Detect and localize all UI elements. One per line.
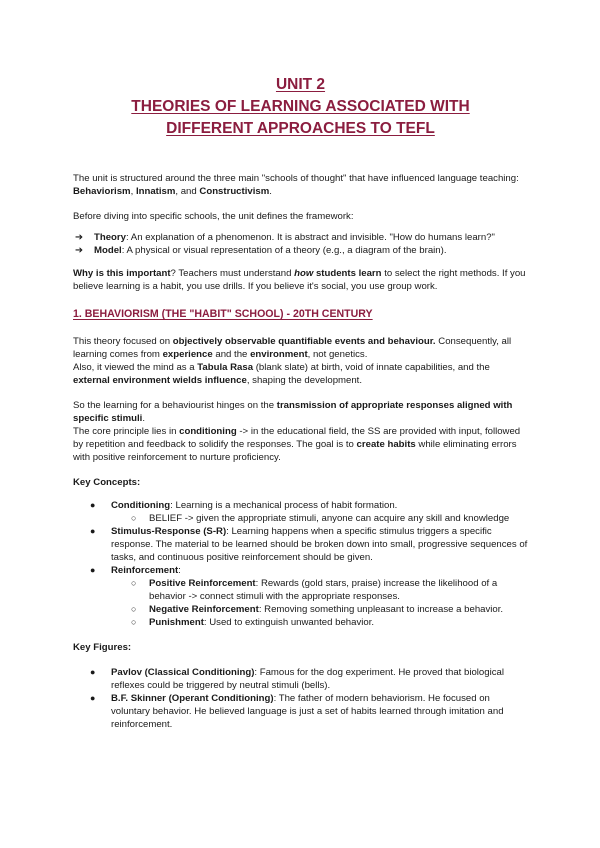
bullet-icon: ● xyxy=(90,667,96,677)
unit-number: UNIT 2 xyxy=(275,76,326,93)
concept-stimulus-response: ● Stimulus-Response (S-R): Learning happens when a specific stimulus triggers a specific response. The material to be learned should be broken down into small, progressive sequences of tasks, and continuous positive reinforcement should be given. xyxy=(90,526,528,563)
concept-reinforcement: ● Reinforcement: ○ Positive Reinforcement: Rewards (gold stars, praise) increase the likelihood of a behavior -> connect stimuli with the appropriate responses. ○ Negative Reinforcement: Removing something unpleasant to increase a behavior. ○ Punishment: Used to extinguish unwanted behavior. xyxy=(73,564,528,629)
key-figures-label: Key Figures: xyxy=(73,642,132,653)
arrow-icon: ➔ xyxy=(75,232,84,243)
circle-bullet-icon: ○ xyxy=(131,578,137,588)
belief-item: ○ BELIEF -> given the appropriate stimuli, anyone can acquire any skill and knowledge xyxy=(131,513,510,524)
bullet-icon: ● xyxy=(90,500,96,510)
figure-skinner: ● B.F. Skinner (Operant Conditioning): The father of modern behaviorism. He focused on voluntary behavior. He believed language is just a set of habits learned through imitation and reinforcement. xyxy=(90,693,504,730)
definition-theory: ➔ Theory: An explanation of a phenomenon. It is abstract and invisible. "How do humans learn?" xyxy=(75,232,495,243)
intro-paragraph: The unit is structured around the three main "schools of thought" that have influenced language teaching: Behaviorism, Innatism, and Constructivism. xyxy=(73,173,519,197)
behaviorism-paragraph-4: The core principle lies in conditioning -> in the educational field, the SS are provided with input, followed by repetition and feedback to solidify the responses. The goal is to create habits while eliminating errors with positive reinforcement to nurture proficiency. xyxy=(73,426,521,463)
key-concepts-label: Key Concepts: xyxy=(73,477,141,488)
conditioning-sublist xyxy=(111,512,528,525)
unit-title-line-1: THEORIES OF LEARNING ASSOCIATED WITH xyxy=(131,98,470,115)
unit-title xyxy=(73,74,528,140)
circle-bullet-icon: ○ xyxy=(131,617,137,627)
behaviorism-paragraph-1: This theory focused on objectively observable quantifiable events and behaviour. Consequently, all learning comes from experience and the environment, not genetics. xyxy=(73,336,512,360)
circle-bullet-icon: ○ xyxy=(131,604,137,614)
document-page xyxy=(73,74,528,731)
unit-title-line-2: DIFFERENT APPROACHES TO TEFL xyxy=(166,120,435,137)
figure-pavlov: ● Pavlov (Classical Conditioning): Famous for the dog experiment. He proved that biological reflexes could be triggered by neutral stimuli (bells). xyxy=(90,667,504,691)
negative-reinforcement-item: ○ Negative Reinforcement: Removing something unpleasant to increase a behavior. xyxy=(131,604,504,615)
framework-intro: Before diving into specific schools, the unit defines the framework: xyxy=(73,211,354,222)
punishment-item: ○ Punishment: Used to extinguish unwanted behavior. xyxy=(131,617,375,628)
why-important-paragraph: Why is this important? Teachers must understand how students learn to select the right methods. If you believe learning is a habit, you use drills. If you believe it's social, you use group work. xyxy=(73,268,526,292)
bullet-icon: ● xyxy=(90,693,96,703)
reinforcement-sublist xyxy=(111,577,528,629)
behaviorism-paragraph-3: So the learning for a behaviourist hinges on the transmission of appropriate responses aligned with specific stimuli. xyxy=(73,400,513,424)
key-figures-list xyxy=(73,666,528,731)
concept-conditioning: ● Conditioning: Learning is a mechanical process of habit formation. ○ BELIEF -> given the appropriate stimuli, anyone can acquire any skill and knowledge xyxy=(73,499,528,525)
definition-model: ➔ Model: A physical or visual representation of a theory (e.g., a diagram of the brain). xyxy=(75,245,447,256)
bullet-icon: ● xyxy=(90,526,96,536)
section-heading-behaviorism: 1. BEHAVIORISM (THE "HABIT" SCHOOL) - 20TH CENTURY xyxy=(73,308,373,320)
behaviorism-paragraph-2: Also, it viewed the mind as a Tabula Rasa (blank slate) at birth, void of innate capabilities, and the external environment wields influence, shaping the development. xyxy=(73,362,490,386)
key-concepts-list xyxy=(73,499,528,629)
arrow-icon: ➔ xyxy=(75,245,84,256)
definitions-list xyxy=(73,231,528,257)
positive-reinforcement-item: ○ Positive Reinforcement: Rewards (gold stars, praise) increase the likelihood of a behavior -> connect stimuli with the appropriate responses. xyxy=(131,578,498,602)
circle-bullet-icon: ○ xyxy=(131,513,137,523)
bullet-icon: ● xyxy=(90,565,96,575)
